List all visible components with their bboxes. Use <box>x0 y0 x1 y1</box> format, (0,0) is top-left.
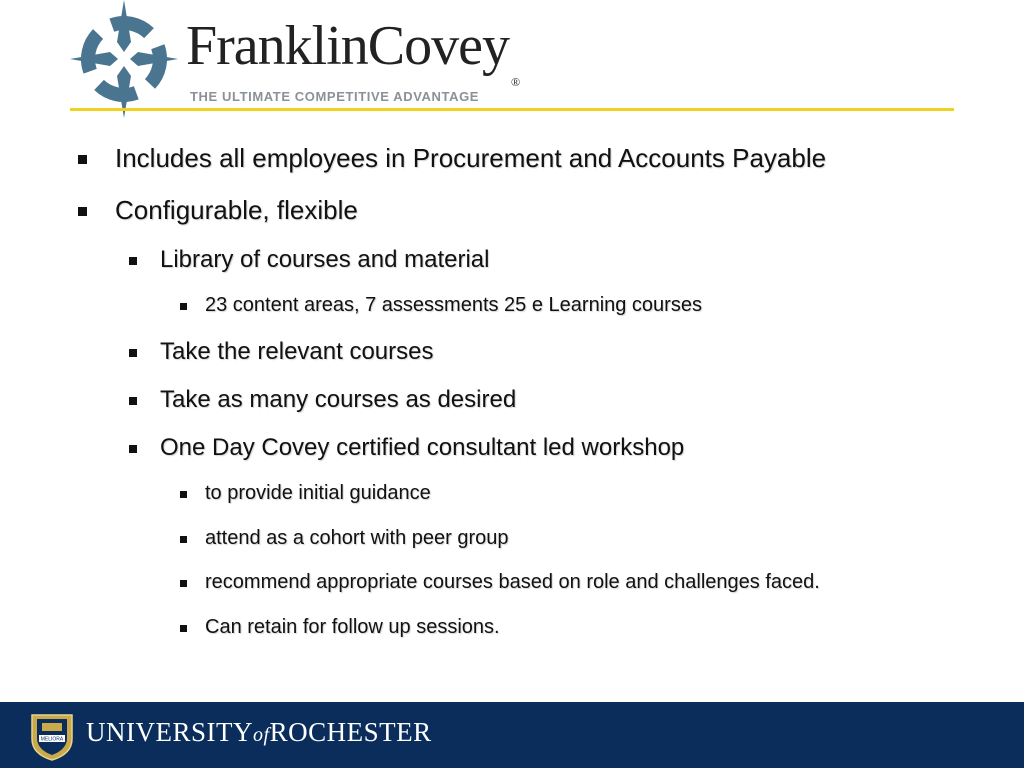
bullet-item: Take the relevant courses <box>160 338 433 366</box>
bullet-square-icon <box>129 445 137 453</box>
university-seal-icon <box>28 711 76 761</box>
bullet-square-icon <box>78 155 87 164</box>
bullet-square-icon <box>180 491 187 498</box>
bullet-item: Includes all employees in Procurement and Accounts Payable <box>115 143 826 174</box>
header-divider <box>70 108 954 111</box>
bullet-square-icon <box>180 536 187 543</box>
brand-tagline: THE ULTIMATE COMPETITIVE ADVANTAGE <box>190 89 480 104</box>
university-wordmark: UNIVERSITYofROCHESTER <box>86 717 432 747</box>
bullet-square-icon <box>180 580 187 587</box>
slide-footer <box>0 702 1024 768</box>
bullet-item: to provide initial guidance <box>205 482 431 505</box>
seal-motto: MELIORA <box>40 736 64 743</box>
bullet-item: Can retain for follow up sessions. <box>205 616 500 639</box>
bullet-square-icon <box>180 303 187 310</box>
bullet-item: 23 content areas, 7 assessments 25 e Learning courses <box>205 294 702 317</box>
bullet-square-icon <box>78 207 87 216</box>
bullet-item: Library of courses and material <box>160 246 489 274</box>
bullet-item: recommend appropriate courses based on role and challenges faced. <box>205 571 820 594</box>
bullet-item: attend as a cohort with peer group <box>205 527 509 550</box>
slide-header <box>0 0 1024 118</box>
bullet-square-icon <box>129 397 137 405</box>
bullet-square-icon <box>129 257 137 265</box>
bullet-square-icon <box>180 625 187 632</box>
franklincovey-compass-logo-icon <box>70 0 178 118</box>
brand-wordmark: FranklinCovey® <box>186 15 520 89</box>
bullet-square-icon <box>129 349 137 357</box>
bullet-item: Take as many courses as desired <box>160 386 516 414</box>
bullet-item: Configurable, flexible <box>115 195 358 226</box>
bullet-item: One Day Covey certified consultant led workshop <box>160 434 684 462</box>
